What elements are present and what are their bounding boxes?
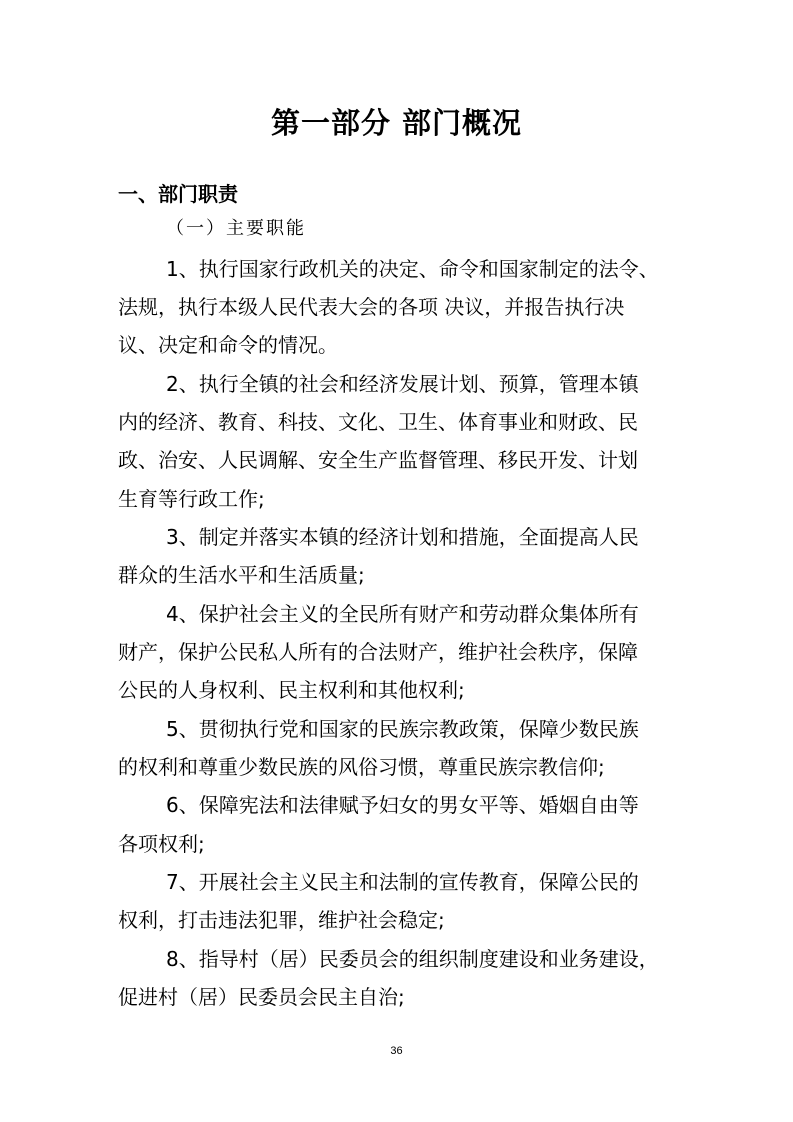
paragraph-2-line-3: 政、治安、人民调解、安全生产监督管理、移民开发、计划 <box>118 448 638 472</box>
paragraph-1-line-1: 1、执行国家行政机关的决定、命令和国家制定的法令、 <box>166 257 659 281</box>
page-title: 第一部分 部门概况 <box>270 106 523 140</box>
paragraph-4-line-3: 公民的人身权利、民主权利和其他权利; <box>118 678 465 702</box>
page-number: 36 <box>390 1045 403 1057</box>
paragraph-1-line-3: 议、决定和命令的情况。 <box>118 333 338 357</box>
paragraph-5-line-2: 的权利和尊重少数民族的风俗习惯，尊重民族宗教信仰; <box>118 755 605 779</box>
paragraph-4-line-2: 财产，保护公民私人所有的合法财产，维护社会秩序，保障 <box>118 640 638 664</box>
paragraph-2-line-1: 2、执行全镇的社会和经济发展计划、预算，管理本镇 <box>166 372 639 396</box>
paragraph-6-line-2: 各项权利; <box>118 832 205 856</box>
paragraph-7-line-1: 7、开展社会主义民主和法制的宣传教育，保障公民的 <box>166 870 639 894</box>
paragraph-8-line-1: 8、指导村（居）民委员会的组织制度建设和业务建设， <box>166 947 659 971</box>
paragraph-2-line-4: 生育等行政工作; <box>118 487 265 511</box>
paragraph-5-line-1: 5、贯彻执行党和国家的民族宗教政策，保障少数民族 <box>166 717 639 741</box>
subsection-heading: （一）主要职能 <box>166 218 306 239</box>
paragraph-3-line-1: 3、制定并落实本镇的经济计划和措施，全面提高人民 <box>166 525 639 549</box>
section-heading: 一、部门职责 <box>118 182 238 206</box>
paragraph-1-line-2: 法规，执行本级人民代表大会的各项 决议，并报告执行决 <box>118 295 625 319</box>
paragraph-8-line-2: 促进村（居）民委员会民主自治; <box>118 985 405 1009</box>
paragraph-3-line-2: 群众的生活水平和生活质量; <box>118 563 365 587</box>
paragraph-2-line-2: 内的经济、教育、科技、文化、卫生、体育事业和财政、民 <box>118 410 638 434</box>
paragraph-6-line-1: 6、保障宪法和法律赋予妇女的男女平等、婚姻自由等 <box>166 793 639 817</box>
paragraph-7-line-2: 权利，打击违法犯罪，维护社会稳定; <box>118 908 445 932</box>
paragraph-4-line-1: 4、保护社会主义的全民所有财产和劳动群众集体所有 <box>166 602 639 626</box>
